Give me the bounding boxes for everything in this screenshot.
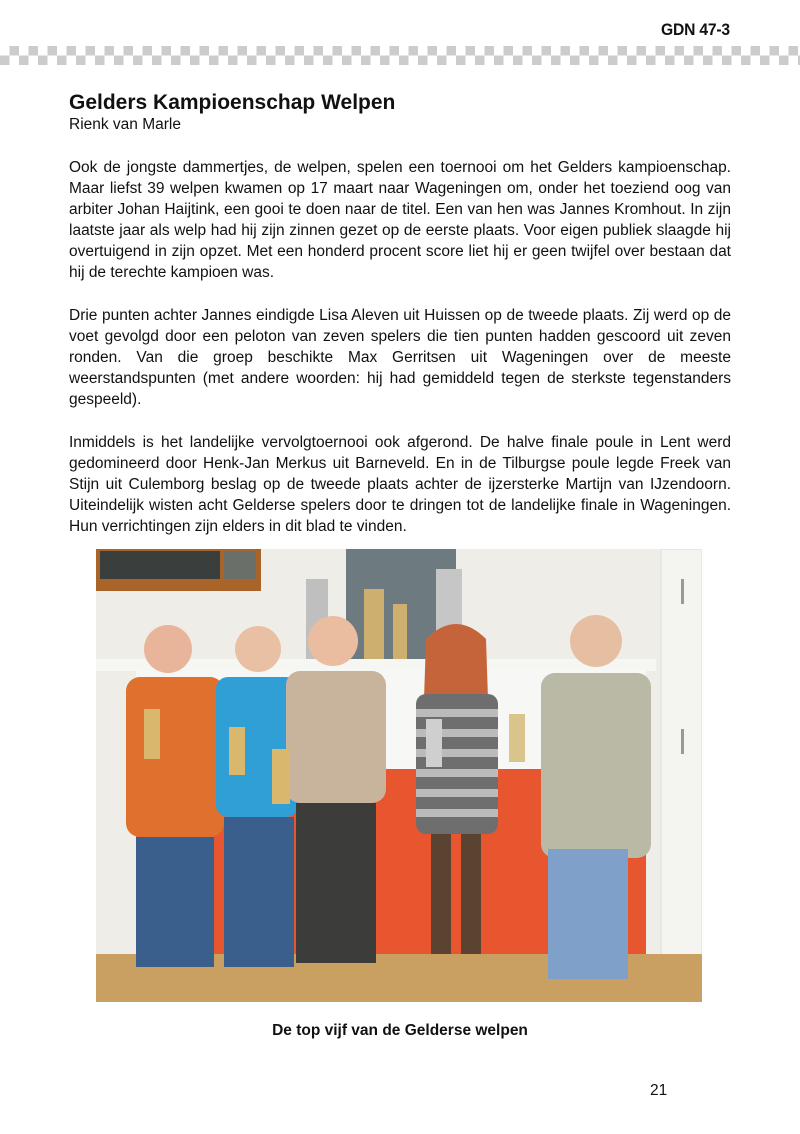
article-paragraph: Drie punten achter Jannes eindigde Lisa Aleven uit Huissen op de tweede plaats. Zij werd op de voet gevolgd door een peloton van zeven spelers die tien punten hadden gescoord uit zeven ronden. Van die groep beschikte Max Gerritsen uit Wageningen over de meeste weerstandspunten (met andere woorden: hij had gemiddeld tegen de sterkste tegenstanders gespeeld). (69, 307, 731, 408)
page-number: 21 (650, 1082, 668, 1099)
article (69, 91, 731, 537)
article-paragraph: Ook de jongste dammertjes, de welpen, spelen een toernooi om het Gelders kampioenschap. Maar liefst 39 welpen kwamen op 17 maart naar Wageningen om, onder het toeziend oog van arbiter Johan Haijtink, een gooi te doen naar de titel. Een van hen was Jannes Kromhout. In zijn laatste jaar als welp had hij zijn zinnen gezet op de eerste plaats. Voor eigen publiek slaagde hij overtuigend in zijn opzet. Met een honderd procent score liet hij er geen twijfel over bestaan dat hij de terechte kampioen was. (69, 159, 731, 281)
article-title: Gelders Kampioenschap Welpen (69, 91, 396, 114)
checker-divider (0, 46, 800, 65)
photo-caption: De top vijf van de Gelderse welpen (272, 1022, 528, 1039)
page-header-code: GDN 47-3 (661, 20, 730, 39)
group-photo (96, 549, 702, 1002)
photo-illustration-icon (96, 549, 702, 1002)
article-paragraph: Inmiddels is het landelijke vervolgtoernooi ook afgerond. De halve finale poule in Lent werd gedomineerd door Henk-Jan Merkus uit Barneveld. En in de Tilburgse poule legde Freek van Stijn uit Culemborg beslag op de tweede plaats achter de ijzersterke Martijn van IJzendoorn. Uiteindelijk wisten acht Gelderse spelers door te dringen tot de landelijke finale in Wageningen. Hun verrichtingen zijn elders in dit blad te vinden. (69, 434, 731, 535)
article-author: Rienk van Marle (69, 116, 181, 133)
